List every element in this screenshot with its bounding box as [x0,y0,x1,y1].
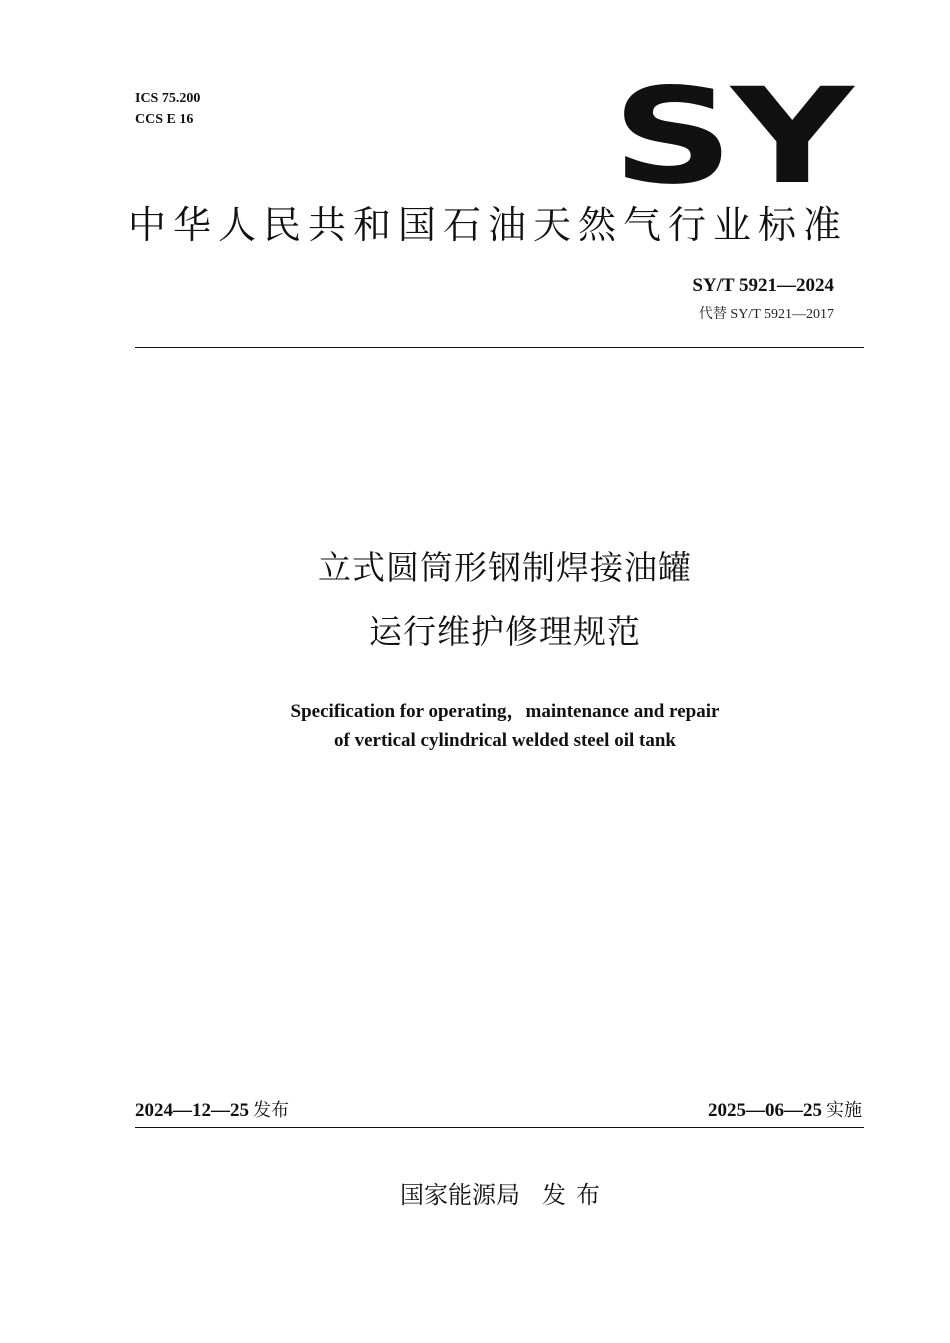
issuer-block [0,1178,950,1212]
english-title-line-2: of vertical cylindrical welded steel oil tank [334,730,676,751]
industry-standard-title: 中华人民共和国石油天然气行业标准 [128,203,849,247]
classification-codes [135,88,200,130]
sy-logo: SY [612,60,851,214]
chinese-title-line-1: 立式圆筒形钢制焊接油罐 [318,548,692,587]
issuer-name: 国家能源局 [400,1181,520,1209]
ics-code: ICS 75.200 [135,91,201,106]
replaces-standard: 代替 SY/T 5921—2017 [698,307,834,322]
ccs-code: CCS E 16 [135,112,194,127]
issue-date-block [135,1098,289,1124]
effective-label: 实施 [826,1100,862,1121]
chinese-title-line-2: 运行维护修理规范 [369,612,641,651]
issue-date: 2024—12—25 [135,1100,249,1121]
issuer-action: 发布 [542,1181,610,1209]
issue-label: 发布 [253,1100,289,1121]
top-divider [135,347,864,348]
standard-number: SY/T 5921—2024 [692,275,834,296]
effective-date-block [708,1098,862,1124]
effective-date: 2025—06—25 [708,1100,822,1121]
english-title-line-1: Specification for operating，maintenance and repair [290,701,720,722]
bottom-divider [135,1127,864,1128]
